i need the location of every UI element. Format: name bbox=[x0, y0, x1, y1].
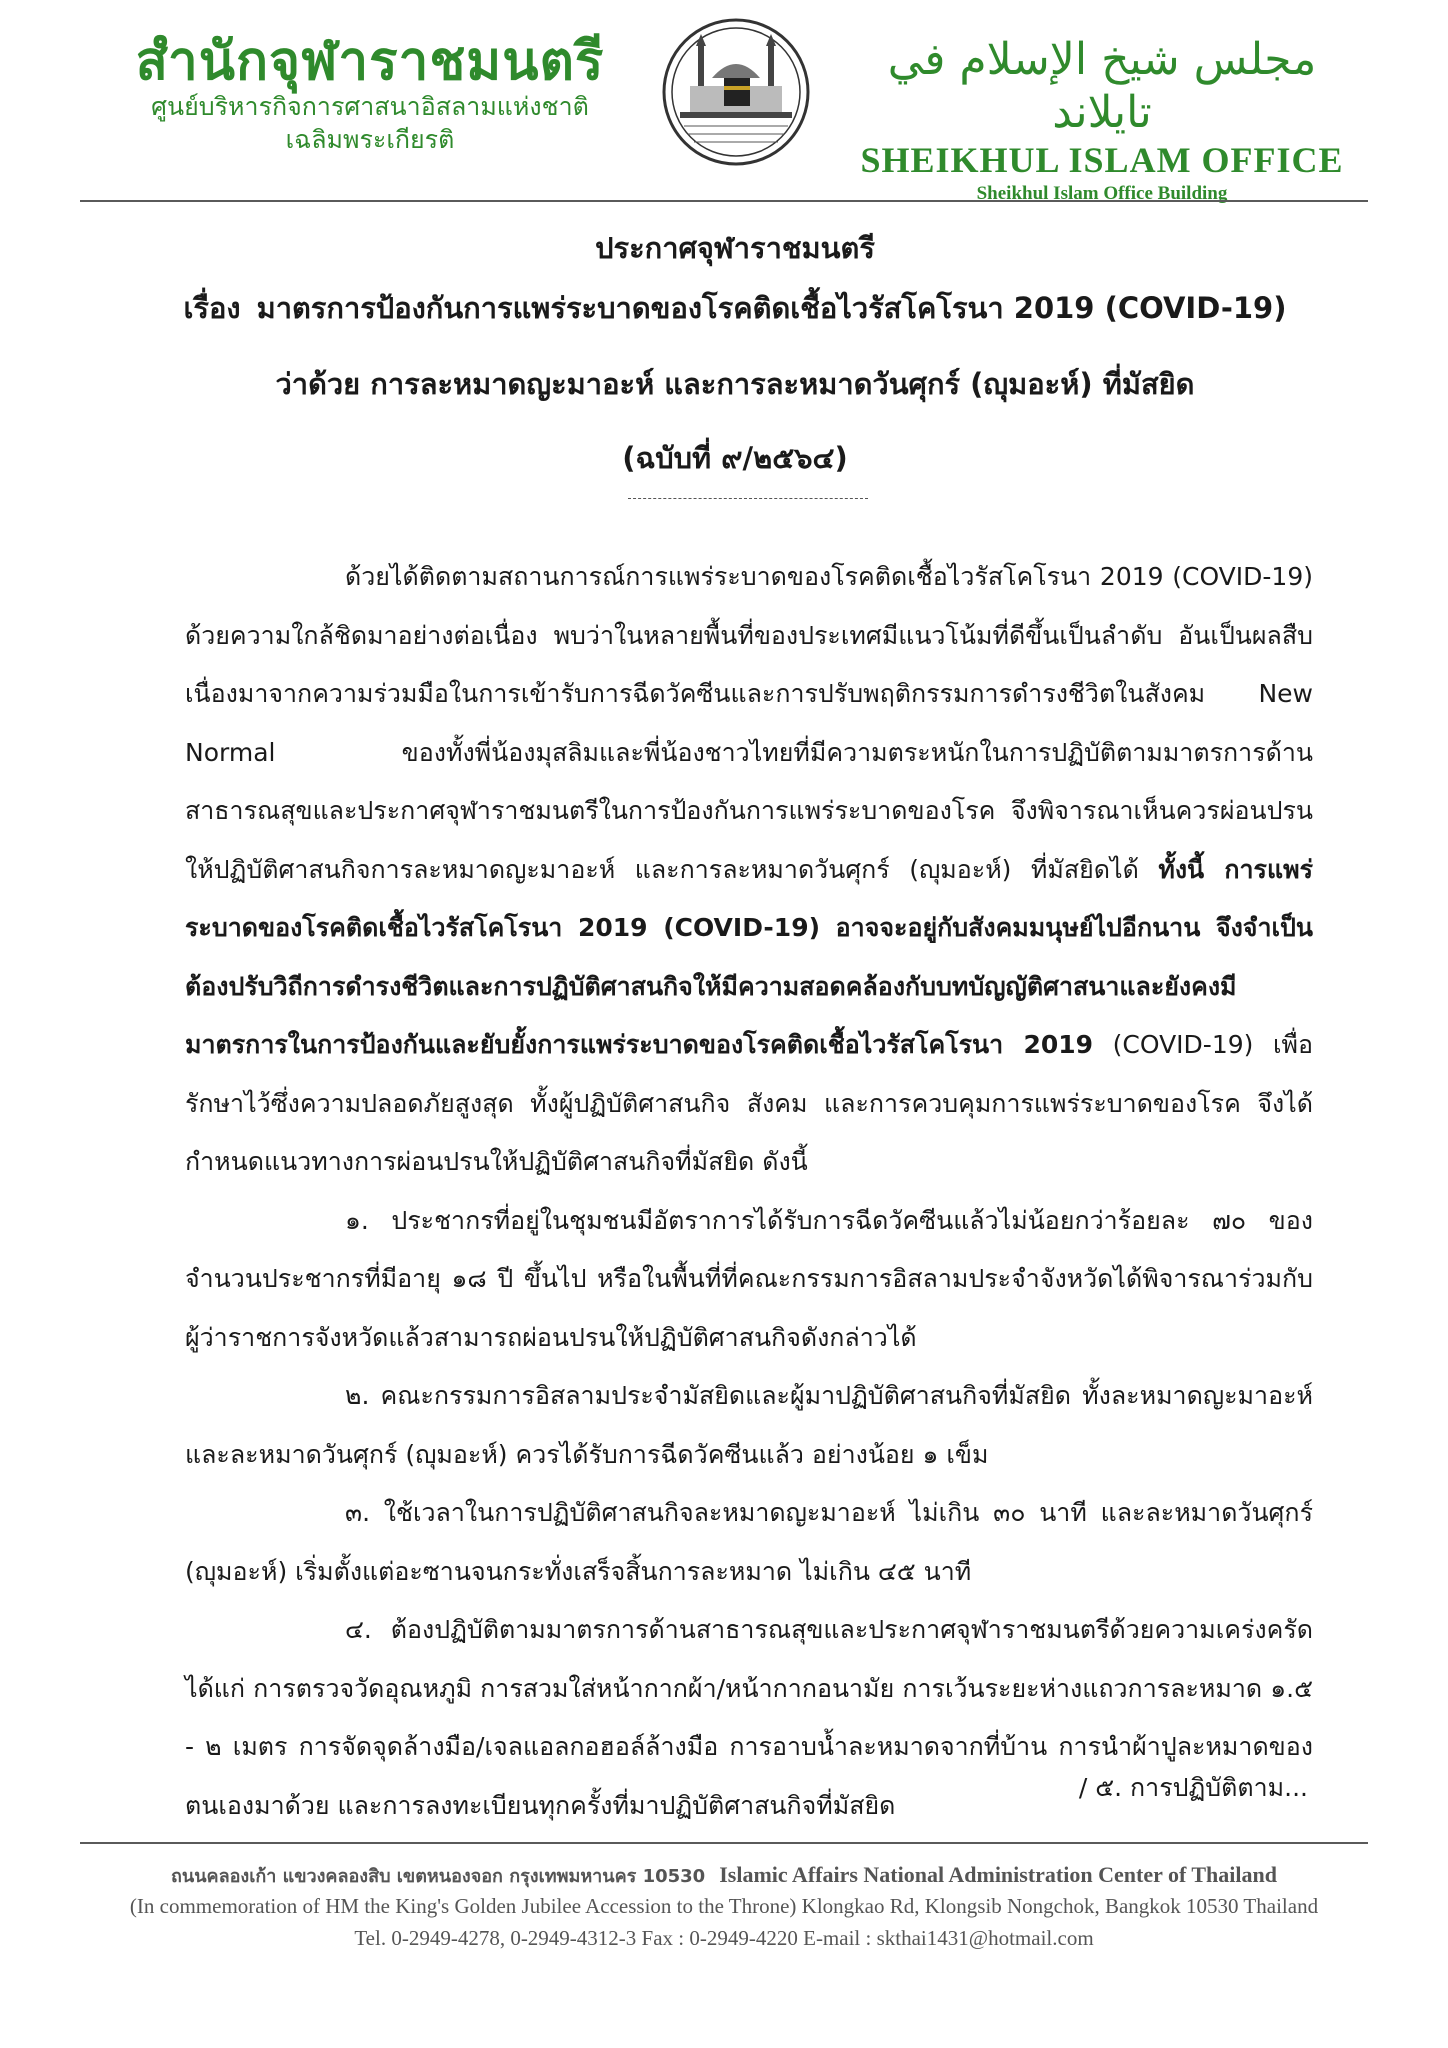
footer-center-name: Islamic Affairs National Administration Center of Thailand bbox=[719, 1862, 1277, 1887]
footer-address-line bbox=[80, 1858, 1368, 1891]
intro-normal-text: ด้วยได้ติดตามสถานการณ์การแพร่ระบาดของโรคติดเชื้อไวรัสโคโรนา 2019 (COVID-19) ด้วยความใกล้ชิดมาอย่างต่อเนื่อง พบว่าในหลายพื้นที่ของประเทศมีแนวโน้มที่ดีขึ้นเป็นลำดับ อันเป็นผลสืบเนื่องมาจากความร่วมมือในการเข้ารับการฉีดวัคซีนและการปรับพฤติกรรมการดำรงชีวิตในสังคม New Normal ของทั้งพี่น้องมุสลิมและพี่น้องชาวไทยที่มีความตระหนักในการปฏิบัติตามมาตรการด้านสาธารณสุขและประกาศจุฬาราชมนตรีในการป้องกันการแพร่ระบาดของโรค จึงพิจารณาเห็นควรผ่อนปรนให้ปฏิบัติศาสนกิจการละหมาดญะมาอะห์ และการละหมาดวันศุกร์ (ญุมอะห์) ที่มัสยิดได้ bbox=[185, 562, 1313, 884]
continued-marker: / ๕. การปฏิบัติตาม... bbox=[1078, 1773, 1308, 1802]
list-item: ๒. คณะกรรมการอิสลามประจำมัสยิดและผู้มาปฏิบัติศาสนกิจที่มัสยิด ทั้งละหมาดญะมาอะห์ และละหมาดวันศุกร์ (ญุมอะห์) ควรได้รับการฉีดวัคซีนแล้ว อย่างน้อย ๑ เข็ม bbox=[185, 1381, 1313, 1469]
list-item: ๑. ประชากรที่อยู่ในชุมชนมีอัตราการได้รับการฉีดวัคซีนแล้วไม่น้อยกว่าร้อยละ ๗๐ ของจำนวนประชากรที่มีอายุ ๑๘ ปี ขึ้นไป หรือในพื้นที่ที่คณะกรรมการอิสลามประจำจังหวัดได้พิจารณาร่วมกับผู้ว่าราชการจังหวัดแล้วสามารถผ่อนปรนให้ปฏิบัติศาสนกิจดังกล่าวได้ bbox=[185, 1205, 1313, 1352]
subject-text: มาตรการป้องกันการแพร่ระบาดของโรคติดเชื้อไวรัสโคโรนา 2019 (COVID-19) bbox=[256, 291, 1287, 325]
announcement-subtitle: ว่าด้วย การละหมาดญะมาอะห์ และการละหมาดวันศุกร์ (ญุมอะห์) ที่มัสยิด bbox=[275, 367, 1195, 401]
mosque-emblem-icon bbox=[660, 16, 812, 168]
subject-label: เรื่อง bbox=[183, 291, 241, 325]
header-divider bbox=[80, 200, 1368, 202]
intro-paragraph bbox=[185, 548, 1313, 1192]
footer bbox=[80, 1858, 1368, 1954]
announcement-body bbox=[185, 548, 1313, 1835]
announcement-issue: (ฉบับที่ ๙/๒๕๖๔) bbox=[622, 441, 848, 475]
footer-address-thai: ถนนคลองเก้า แขวงคลองสิบ เขตหนองจอก กรุงเทพมหานคร 10530 bbox=[171, 1866, 706, 1887]
org-name-thai: สำนักจุฬาราชมนตรี bbox=[135, 31, 605, 92]
org-name-arabic: مجلس شيخ الإسلام في تايلاند bbox=[887, 34, 1317, 138]
footer-commemoration: (In commemoration of HM the King's Golden Jubilee Accession to the Throne) Klongkao Rd, Klongsib Nongchok, Bangkok 10530 Thailand bbox=[129, 1894, 1319, 1918]
org-name-english: SHEIKHUL ISLAM OFFICE bbox=[860, 139, 1344, 180]
heading-divider bbox=[628, 498, 868, 499]
footer-contact: Tel. 0-2949-4278, 0-2949-4312-3 Fax : 0-2949-4220 E-mail : skthai1431@hotmail.com bbox=[354, 1925, 1094, 1950]
list-item: ๔. ต้องปฏิบัติตามมาตรการด้านสาธารณสุขและประกาศจุฬาราชมนตรีด้วยความเคร่งครัด ได้แก่ การตรวจวัดอุณหภูมิ การสวมใส่หน้ากากผ้า/หน้ากากอนามัย การเว้นระยะห่างแถวการละหมาด ๑.๕ - ๒ เมตร การจัดจุดล้างมือ/เจลแอลกอฮอล์ล้างมือ การอาบน้ำละหมาดจากที่บ้าน การนำผ้าปูละหมาดของตนเองมาด้วย และการลงทะเบียนทุกครั้งที่มาปฏิบัติศาสนกิจที่มัสยิด bbox=[185, 1615, 1313, 1820]
org-subtitle-thai-1: ศูนย์บริหารกิจการศาสนาอิสลามแห่งชาติ bbox=[151, 91, 589, 121]
intro-bold-text: ทั้งนี้ การแพร่ระบาดของโรคติดเชื้อไวรัสโคโรนา 2019 (COVID-19) อาจจะอยู่กับสังคมมนุษย์ไปอีกนาน จึงจำเป็นต้องปรับวิถีการดำรงชีวิตและการปฏิบัติศาสนกิจให้มีความสอดคล้องกับบทบัญญัติศาสนาและยังคงมีมาตรการในการป้องกันและยับยั้งการแพร่ระบาดของโรคติดเชื้อไวรัสโคโรนา 2019 bbox=[185, 854, 1313, 1059]
announcement-subject bbox=[150, 290, 1320, 328]
letterhead-english-block bbox=[832, 34, 1372, 205]
building-name: Sheikhul Islam Office Building bbox=[976, 182, 1228, 204]
footer-divider bbox=[80, 1842, 1368, 1844]
org-subtitle-thai-2: เฉลิมพระเกียรติ bbox=[285, 125, 455, 155]
letterhead-thai-block bbox=[100, 31, 640, 157]
announcement-title: ประกาศจุฬาราชมนตรี bbox=[595, 231, 875, 265]
intro-tail-text: (COVID-19) เพื่อรักษาไว้ซึ่งความปลอดภัยสูงสุด ทั้งผู้ปฏิบัติศาสนกิจ สังคม และการควบคุมการแพร่ระบาดของโรค จึงได้กำหนดแนวทางการผ่อนปรนให้ปฏิบัติศาสนกิจที่มัสยิด ดังนี้ bbox=[185, 1030, 1313, 1176]
list-item: ๓. ใช้เวลาในการปฏิบัติศาสนกิจละหมาดญะมาอะห์ ไม่เกิน ๓๐ นาที และละหมาดวันศุกร์ (ญุมอะห์) เริ่มตั้งแต่อะซานจนกระทั่งเสร็จสิ้นการละหมาด ไม่เกิน ๔๕ นาที bbox=[185, 1498, 1313, 1586]
